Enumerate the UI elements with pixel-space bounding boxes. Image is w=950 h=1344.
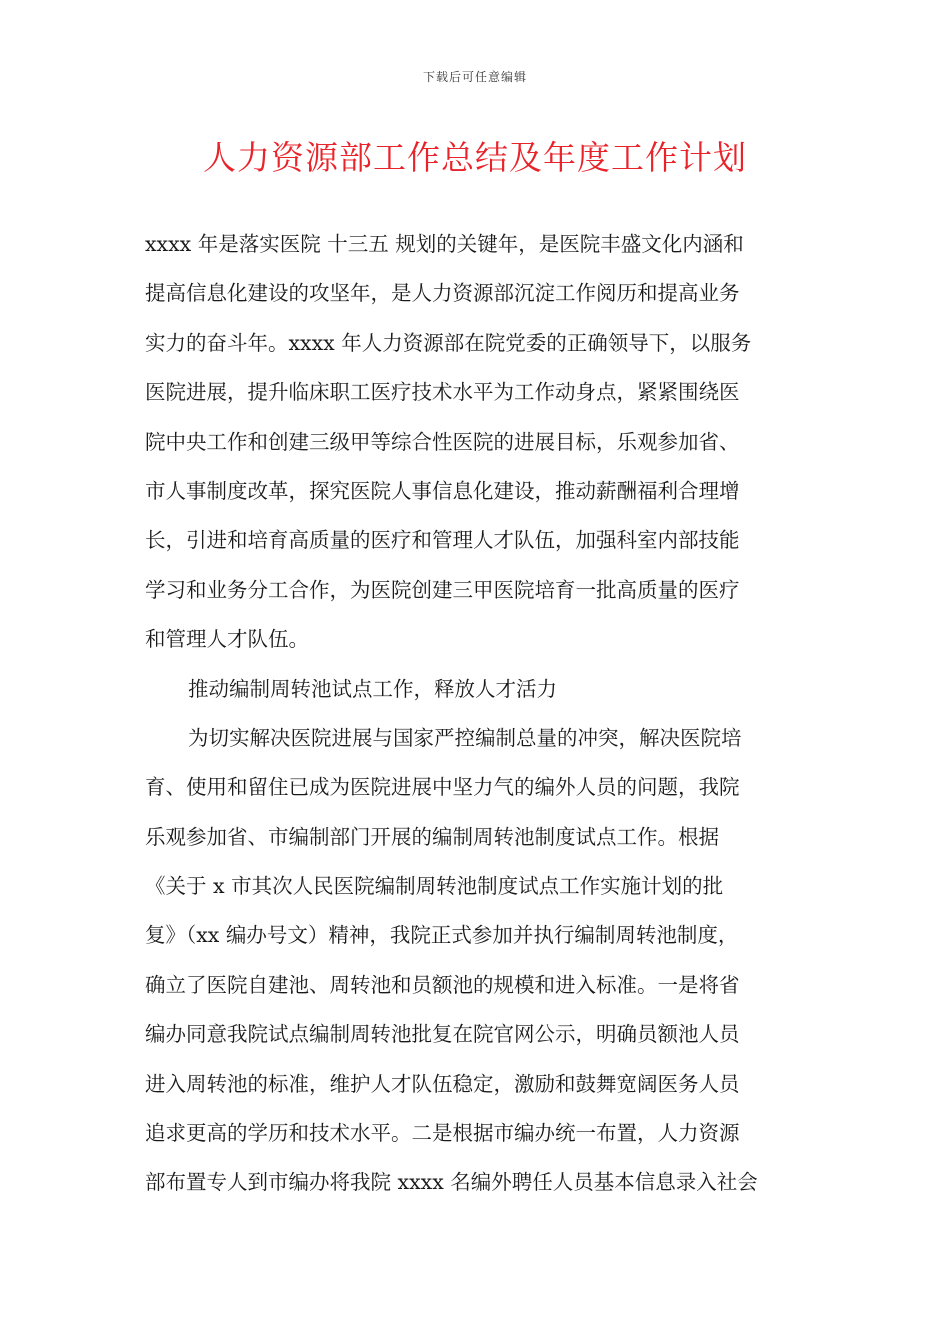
intro-paragraph (145, 220, 805, 665)
text-line: 和管理人才队伍。 (145, 627, 309, 652)
text-line: 进入周转池的标准，维护人才队伍稳定，激励和鼓舞宽阔医务人员 (145, 1071, 740, 1096)
text-line: 追求更高的学历和技术水平。二是根据市编办统一布置，人力资源 (145, 1121, 740, 1146)
body-paragraph (145, 714, 805, 1208)
text-line: 长，引进和培育高质量的医疗和管理人才队伍，加强科室内部技能 (145, 528, 740, 553)
section-heading-paragraph (145, 665, 805, 714)
text-line: 为切实解决医院进展与国家严控编制总量的冲突，解决医院培 (188, 725, 742, 750)
page-header-note: 下载后可任意编辑 (422, 70, 527, 84)
text-line: 《关于 x 市其次人民医院编制周转池制度试点工作实施计划的批 (145, 874, 724, 899)
text-line: 部布置专人到市编办将我院 xxxx 名编外聘任人员基本信息录入社会 (145, 1170, 758, 1195)
text-line: 复》（xx 编办号文）精神，我院正式参加并执行编制周转池制度， (145, 923, 739, 948)
text-line: 编办同意我院试点编制周转池批复在院官网公示，明确员额池人员 (145, 1022, 740, 1047)
document-body (145, 220, 805, 1208)
text-line: 育、使用和留住已成为医院进展中坚力气的编外人员的问题，我院 (145, 775, 740, 800)
text-line: 提高信息化建设的攻坚年，是人力资源部沉淀工作阅历和提高业务 (145, 281, 740, 306)
document-title: 人力资源部工作总结及年度工作计划 (203, 138, 747, 177)
text-line: 实力的奋斗年。xxxx 年人力资源部在院党委的正确领导下，以服务 (145, 330, 752, 355)
text-line: 学习和业务分工合作，为医院创建三甲医院培育一批高质量的医疗 (145, 577, 740, 602)
text-line: 院中央工作和创建三级甲等综合性医院的进展目标，乐观参加省、 (145, 429, 740, 454)
section-heading: 推动编制周转池试点工作，释放人才活力 (188, 676, 557, 701)
text-line: 确立了医院自建池、周转池和员额池的规模和进入标准。一是将省 (145, 972, 740, 997)
text-line: 乐观参加省、市编制部门开展的编制周转池制度试点工作。根据 (145, 824, 719, 849)
text-line: xxxx 年是落实医院 十三五 规划的关键年，是医院丰盛文化内涵和 (145, 232, 744, 256)
text-line: 医院进展，提升临床职工医疗技术水平为工作动身点，紧紧围绕医 (145, 380, 740, 405)
text-line: 市人事制度改革，探究医院人事信息化建设，推动薪酬福利合理增 (145, 478, 740, 503)
